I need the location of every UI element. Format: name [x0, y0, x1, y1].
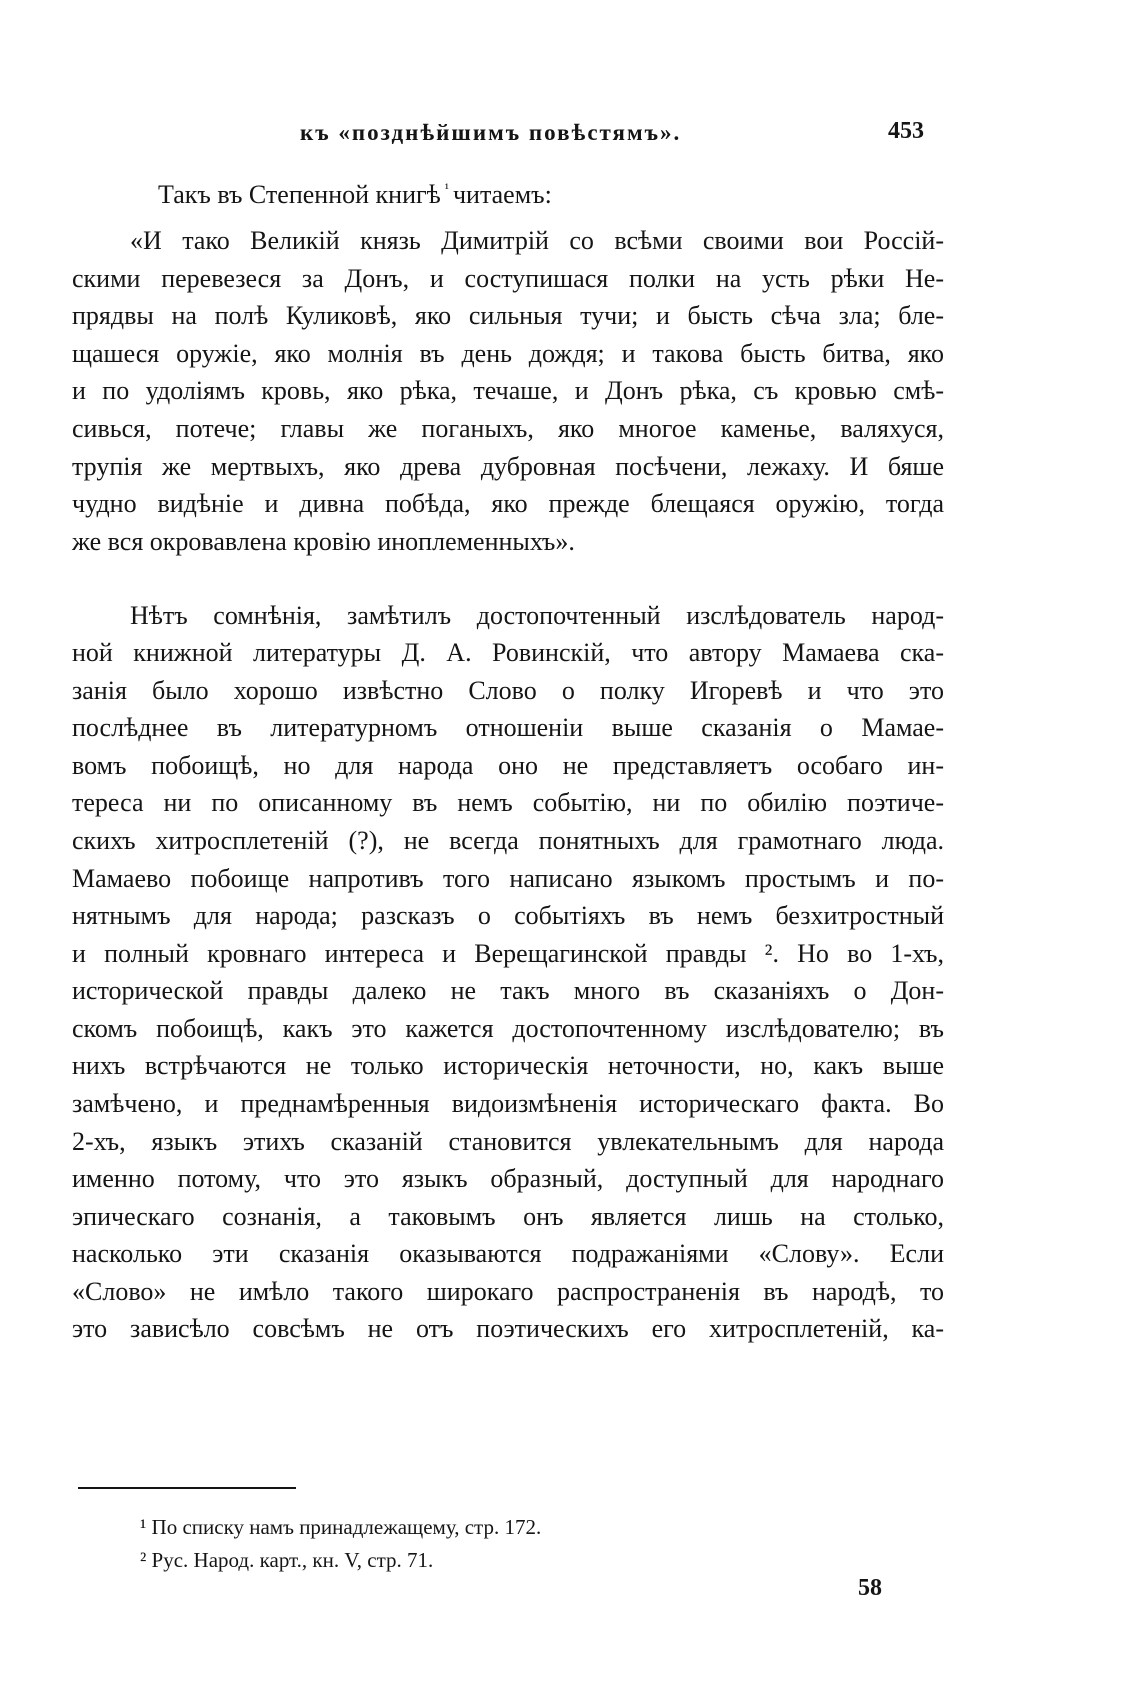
paragraph-line: Мамаево побоище напротивъ того написано языкомъ простымъ и по- [72, 864, 944, 893]
paragraph-line: тереса ни по описанному въ немъ событію, ни по обилію поэтиче- [72, 788, 944, 817]
quote-line: и по удоліямъ кровь, яко рѣка, течаше, и Донъ рѣка, съ кровью смѣ- [72, 376, 944, 405]
page-number: 453 [888, 118, 924, 144]
paragraph-line: и полный кровнаго интереса и Верещагинской правды ². Но во 1-хъ, [72, 939, 944, 968]
quote-line: прядвы на полѣ Куликовѣ, яко сильныя тучи; и бысть сѣча зла; бле- [72, 301, 944, 330]
quote-line: же вся окровавлена кровію иноплеменныхъ». [72, 527, 575, 556]
paragraph-line: «Слово» не имѣло такого широкаго распространенія въ народѣ, то [72, 1277, 944, 1306]
paragraph-line: вомъ побоищѣ, но для народа оно не представляетъ особаго ин- [72, 751, 944, 780]
quote-line: сивься, потече; главы же поганыхъ, яко многое каменье, валяхуся, [72, 414, 944, 443]
signature-mark: 58 [858, 1575, 882, 1601]
quote-line: щашеся оружіе, яко молнія въ день дождя; и такова бысть битва, яко [72, 339, 944, 368]
paragraph-line: исторической правды далеко не такъ много въ сказаніяхъ о Дон- [72, 976, 944, 1005]
paragraph-line: насколько эти сказанія оказываются подражаніями «Слову». Если [72, 1239, 944, 1268]
paragraph-line: ной книжной литературы Д. А. Ровинскій, что автору Мамаева ска- [72, 638, 944, 667]
paragraph-line: 2-хъ, языкъ этихъ сказаній становится увлекательнымъ для народа [72, 1127, 944, 1156]
footnote-ref-1[interactable]: ¹ [444, 182, 449, 197]
paragraph-line: занія было хорошо извѣстно Слово о полку Игоревѣ и что это [72, 676, 944, 705]
quote-line: трупія же мертвыхъ, яко древа дубровная посѣчени, лежаху. И бяше [72, 452, 944, 481]
quote-line: чудно видѣніе и дивна побѣда, яко прежде блещаяся оружію, тогда [72, 489, 944, 518]
paragraph-line: эпическаго сознанія, а таковымъ онъ является лишь на столько, [72, 1202, 944, 1231]
paragraph-line: именно потому, что это языкъ образный, доступный для народнаго [72, 1164, 944, 1193]
paragraph-line: нихъ встрѣчаются не только историческія неточности, но, какъ выше [72, 1051, 944, 1080]
footnote-1: ¹ По списку намъ принадлежащему, стр. 172. [140, 1515, 542, 1539]
intro-text-after: читаемъ: [452, 180, 552, 209]
paragraph-line: скихъ хитросплетеній (?), не всегда понятныхъ для грамотнаго люда. [72, 826, 944, 855]
running-header: къ «позднѣйшимъ повѣстямъ». [300, 120, 682, 145]
footnote-divider [78, 1487, 296, 1489]
paragraph-line: нятнымъ для народа; разсказъ о событіяхъ въ немъ безхитростный [72, 901, 944, 930]
paragraph-line: скомъ побоищѣ, какъ это кажется достопочтенному изслѣдователю; въ [72, 1014, 944, 1043]
paragraph-line: Нѣтъ сомнѣнія, замѣтилъ достопочтенный изслѣдователь народ- [130, 601, 944, 630]
footnote-2: ² Рус. Народ. карт., кн. V, стр. 71. [140, 1548, 434, 1572]
paragraph-line: послѣднее въ литературномъ отношеніи выше сказанія о Мамае- [72, 713, 944, 742]
intro-line [158, 180, 552, 210]
intro-text: Такъ въ Степенной книгѣ [158, 180, 441, 209]
quote-line: «И тако Великій князь Димитрій со всѣми своими вои Россій- [130, 226, 944, 255]
quote-line: скими перевезеся за Донъ, и соступишася полки на усть рѣки Не- [72, 264, 944, 293]
paragraph-line: это зависѣло совсѣмъ не отъ поэтическихъ его хитросплетеній, ка- [72, 1314, 944, 1343]
paragraph-line: замѣчено, и преднамѣренныя видоизмѣненія историческаго факта. Во [72, 1089, 944, 1118]
